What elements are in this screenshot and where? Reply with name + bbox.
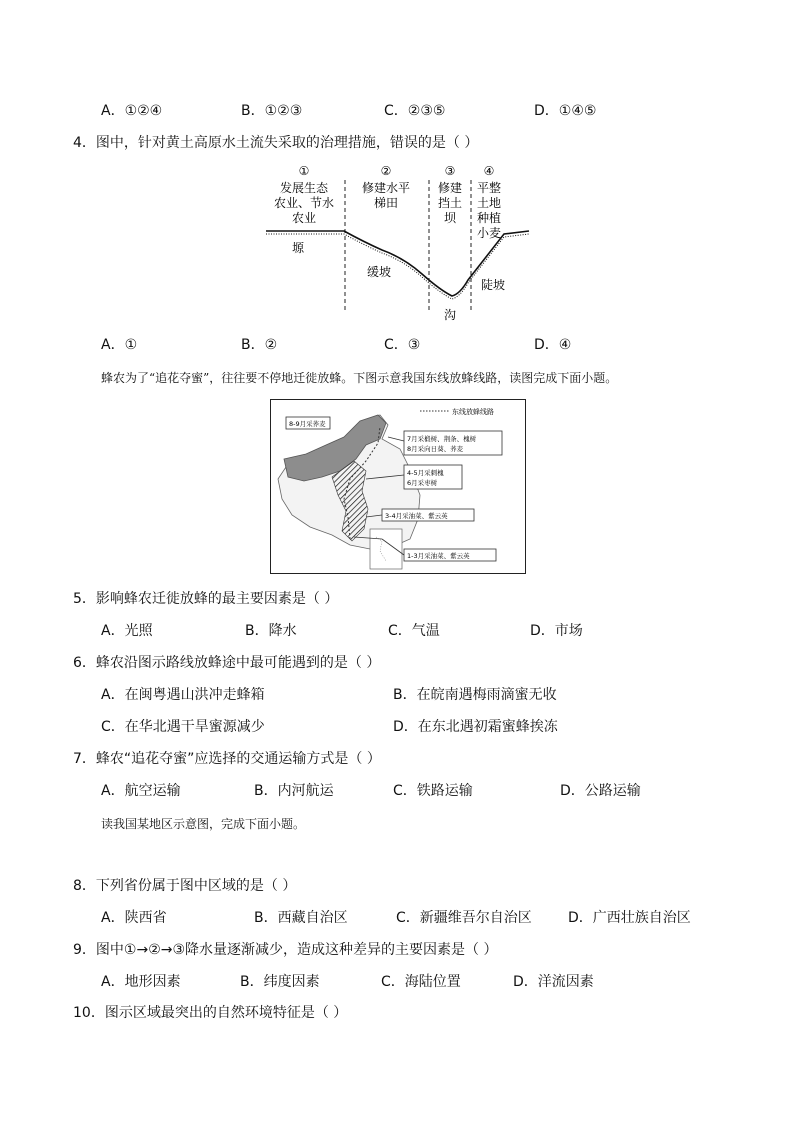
q8-option-c[interactable]: C．新疆维吾尔自治区 [396, 910, 532, 926]
intro-region-map: 读我国某地区示意图，完成下面小题。 [101, 817, 306, 831]
q9-option-a[interactable]: A．地形因素 [101, 974, 181, 990]
diagram-num-4: ④ [483, 164, 495, 178]
q5-option-b[interactable]: B．降水 [245, 623, 297, 639]
col1-line3: 农业 [291, 211, 317, 225]
loess-plateau-diagram [264, 162, 534, 322]
diagram-num-2: ② [380, 164, 392, 178]
map-box3-line2: 6月采枣树 [407, 479, 438, 487]
label-yuan: 塬 [291, 241, 305, 255]
col2-line2: 梯田 [373, 196, 399, 210]
q6-option-a[interactable]: A．在闽粤遇山洪冲走蜂箱 [101, 687, 265, 703]
col4-line3: 种植 [476, 211, 502, 225]
q7-option-d[interactable]: D．公路运输 [560, 783, 641, 799]
q4-stem: 4．图中，针对黄土高原水土流失采取的治理措施，错误的是（ ） [73, 135, 479, 151]
q3-option-b[interactable]: B．①②③ [241, 103, 303, 119]
q7-stem: 7．蜂农“追花夺蜜”应选择的交通运输方式是（ ） [73, 751, 381, 767]
q8-option-d[interactable]: D．广西壮族自治区 [568, 910, 691, 926]
q7-option-c[interactable]: C．铁路运输 [393, 783, 473, 799]
q6-option-c[interactable]: C．在华北遇干旱蜜源减少 [101, 719, 265, 735]
q8-option-b[interactable]: B．西藏自治区 [254, 910, 348, 926]
q5-option-d[interactable]: D．市场 [530, 623, 583, 639]
map-box1: 8-9月采荞麦 [289, 420, 326, 428]
map-box5: 1-3月采油菜、紫云英 [407, 552, 470, 560]
col4-line4: 小麦 [476, 226, 502, 240]
q4-option-d[interactable]: D．④ [534, 337, 572, 353]
q6-option-d[interactable]: D．在东北遇初霜蜜蜂挨冻 [393, 719, 558, 735]
col4-line1: 平整 [476, 181, 502, 195]
map-box2-line2: 8月采向日葵、荞麦 [407, 445, 464, 453]
col2-line1: 修建水平 [361, 181, 411, 195]
col1-line2: 农业、节水 [273, 196, 335, 210]
q9-stem: 9．图中①→②→③降水量逐渐减少，造成这种差异的主要因素是（ ） [73, 942, 498, 958]
q9-option-d[interactable]: D．洋流因素 [513, 974, 594, 990]
q9-option-c[interactable]: C．海陆位置 [381, 974, 461, 990]
q5-option-c[interactable]: C．气温 [388, 623, 440, 639]
intro-bee-migration: 蜂农为了“追花夺蜜”，往往要不停地迁徙放蜂。下图示意我国东线放蜂线路，读图完成下面小题。 [101, 371, 618, 385]
q4-option-a[interactable]: A．① [101, 337, 138, 353]
q4-option-c[interactable]: C．③ [384, 337, 421, 353]
q7-option-a[interactable]: A．航空运输 [101, 783, 181, 799]
col4-line2: 土地 [476, 196, 502, 210]
q9-option-b[interactable]: B．纬度因素 [240, 974, 320, 990]
map-box2-line1: 7月采椴树、荆条、槐树 [407, 435, 477, 443]
q5-stem: 5．影响蜂农迁徙放蜂的最主要因素是（ ） [73, 591, 339, 607]
diagram-num-3: ③ [444, 164, 456, 178]
q5-option-a[interactable]: A．光照 [101, 623, 153, 639]
diagram-num-1: ① [298, 164, 310, 178]
q3-option-a[interactable]: A．①②④ [101, 103, 163, 119]
map-box3-line1: 4-5月采刺槐 [407, 469, 444, 477]
map-legend: 东线放蜂线路 [452, 408, 494, 416]
bee-route-map [270, 399, 526, 574]
label-doupo: 陡坡 [480, 278, 506, 292]
q10-stem: 10．图示区域最突出的自然环境特征是（ ） [73, 1005, 348, 1021]
label-gou: 沟 [443, 308, 457, 322]
col1-line1: 发展生态 [279, 181, 329, 195]
q4-option-b[interactable]: B．② [241, 337, 278, 353]
col3-line3: 坝 [443, 211, 457, 225]
q3-option-c[interactable]: C．②③⑤ [384, 103, 446, 119]
q8-stem: 8．下列省份属于图中区域的是（ ） [73, 878, 297, 894]
q6-stem: 6．蜂农沿图示路线放蜂途中最可能遇到的是（ ） [73, 655, 381, 671]
label-huanpo: 缓坡 [366, 265, 392, 279]
col3-line2: 挡土 [437, 196, 463, 210]
q7-option-b[interactable]: B．内河航运 [254, 783, 334, 799]
q6-option-b[interactable]: B．在皖南遇梅雨滴蜜无收 [393, 687, 557, 703]
q8-option-a[interactable]: A．陕西省 [101, 910, 167, 926]
q3-option-d[interactable]: D．①④⑤ [534, 103, 597, 119]
map-box4: 3-4月采油菜、紫云英 [385, 512, 448, 520]
col3-line1: 修建 [437, 181, 463, 195]
